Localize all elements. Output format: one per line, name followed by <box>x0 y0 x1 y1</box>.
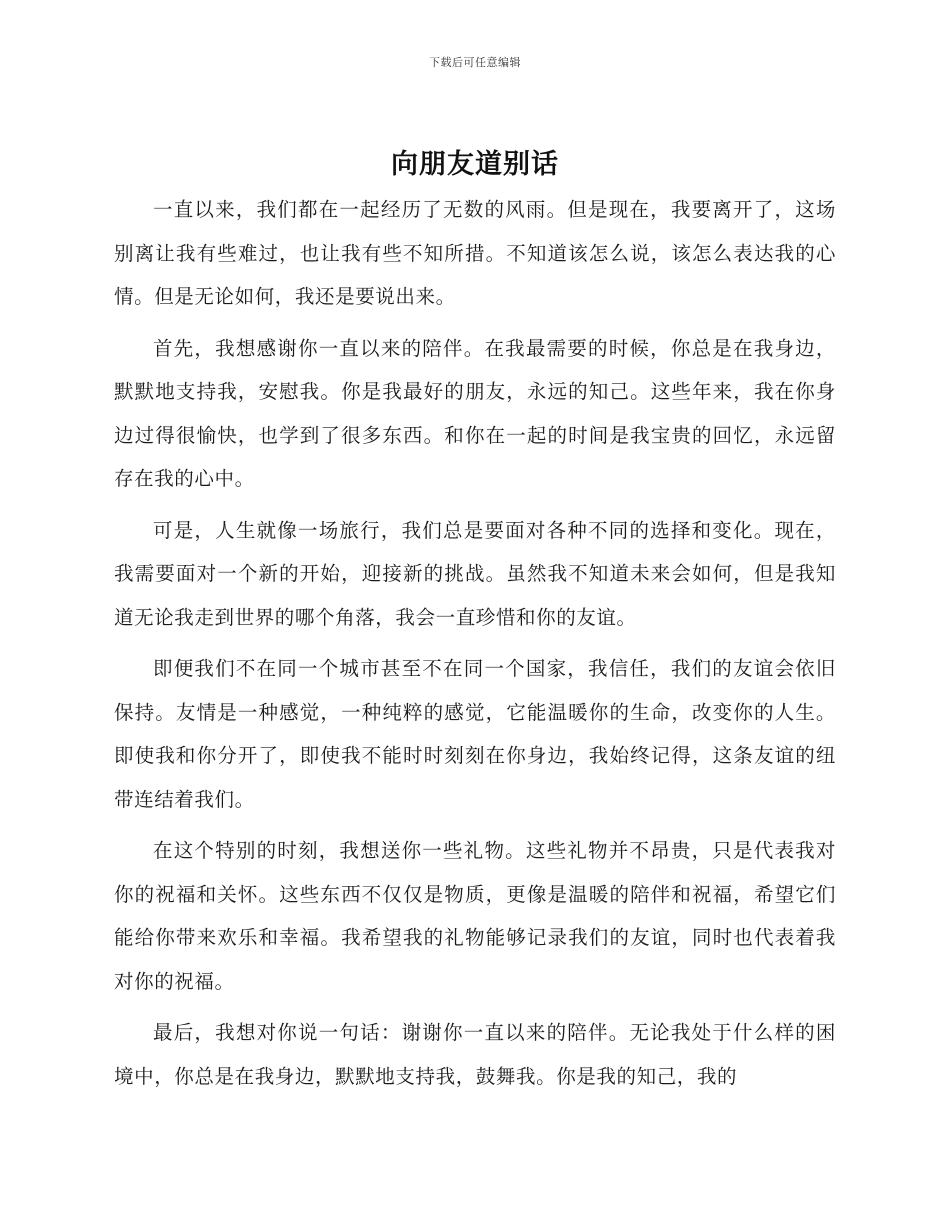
paragraph: 在这个特别的时刻，我想送你一些礼物。这些礼物并不昂贵，只是代表我对你的祝福和关怀。这些东西不仅仅是物质，更像是温暖的陪伴和祝福，希望它们能给你带来欢乐和幸福。我希望我的礼物能够记录我们的友谊，同时也代表着我对你的祝福。 <box>114 839 836 993</box>
paragraph: 一直以来，我们都在一起经历了无数的风雨。但是现在，我要离开了，这场别离让我有些难过，也让我有些不知所措。不知道该怎么说，该怎么表达我的心情。但是无论如何，我还是要说出来。 <box>114 198 836 308</box>
paragraph: 可是，人生就像一场旅行，我们总是要面对各种不同的选择和变化。现在，我需要面对一个新的开始，迎接新的挑战。虽然我不知道未来会如何，但是我知道无论我走到世界的哪个角落，我会一直珍惜和你的友谊。 <box>114 518 836 629</box>
paragraph: 首先，我想感谢你一直以来的陪伴。在我最需要的时候，你总是在我身边，默默地支持我，安慰我。你是我最好的朋友，永远的知己。这些年来，我在你身边过得很愉快，也学到了很多东西。和你在一起的时间是我宝贵的回忆，永远留存在我的心中。 <box>114 336 836 490</box>
document-body <box>114 188 836 1106</box>
paragraph: 最后，我想对你说一句话：谢谢你一直以来的陪伴。无论我处于什么样的困境中，你总是在我身边，默默地支持我，鼓舞我。你是我的知己，我的 <box>114 1021 836 1088</box>
document-title: 向朋友道别话 <box>391 149 559 180</box>
paragraph: 即便我们不在同一个城市甚至不在同一个国家，我信任，我们的友谊会依旧保持。友情是一种感觉，一种纯粹的感觉，它能温暖你的生命，改变你的人生。即使我和你分开了，即使我不能时时刻刻在你身边，我始终记得，这条友谊的纽带连结着我们。 <box>114 657 836 811</box>
header-note: 下载后可任意编辑 <box>429 56 521 69</box>
